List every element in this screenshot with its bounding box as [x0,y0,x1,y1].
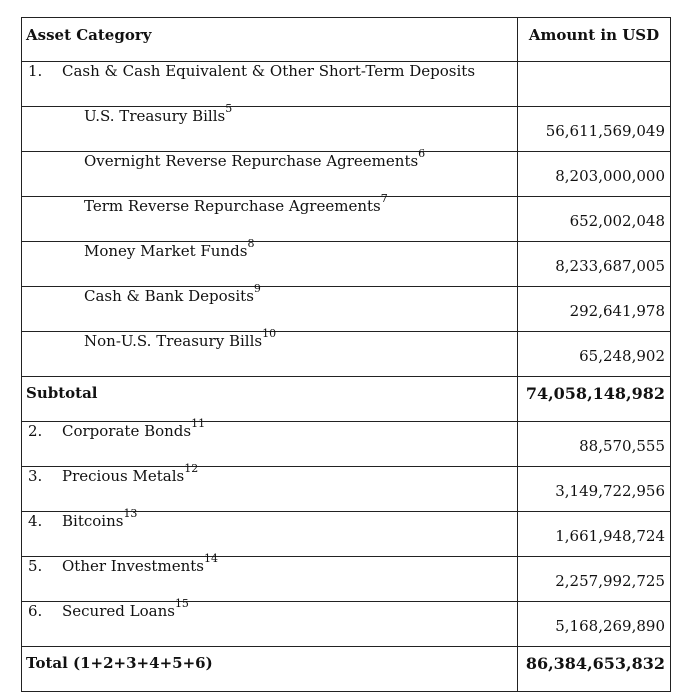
footnote-ref: 6 [418,147,426,160]
row-amount: 2,257,992,725 [555,572,665,590]
row-label: U.S. Treasury Bills [84,107,226,125]
header-amount: Amount in USD [528,26,660,44]
footnote-ref: 15 [174,597,189,610]
row-amount: 65,248,902 [579,347,665,365]
section-amount [518,62,665,77]
footnote-ref: 9 [253,282,261,295]
row-amount: 652,002,048 [569,212,665,230]
row-number: 6. [28,602,43,620]
section-label: Cash & Cash Equivalent & Other Short-Term Deposits [62,62,476,80]
section-number: 1. [28,62,43,80]
assets-table [21,17,671,692]
row-number: 3. [28,467,43,485]
subtotal-amount: 74,058,148,982 [525,384,665,403]
section-amount-cell [518,62,671,107]
row-amount: 8,203,000,000 [555,167,665,185]
footnote-ref: 7 [380,192,388,205]
row-amount: 3,149,722,956 [555,482,665,500]
row-amount: 8,233,687,005 [555,257,665,275]
row-label: Term Reverse Repurchase Agreements [84,197,381,215]
row-amount: 292,641,978 [569,302,665,320]
row-amount: 5,168,269,890 [555,617,665,635]
total-amount: 86,384,653,832 [525,654,665,673]
row-label: Secured Loans [62,602,175,620]
footnote-ref: 8 [247,237,255,250]
row-amount: 1,661,948,724 [555,527,665,545]
footnote-ref: 5 [225,102,233,115]
table-row [22,332,671,377]
row-number: 4. [28,512,43,530]
row-number: 5. [28,557,43,575]
row-label: Bitcoins [62,512,124,530]
row-label: Non-U.S. Treasury Bills [84,332,263,350]
footnote-ref: 12 [184,462,199,475]
subtotal-label: Subtotal [26,384,98,402]
footnote-ref: 10 [262,327,277,340]
header-category: Asset Category [26,26,152,44]
row-amount: 88,570,555 [579,437,665,455]
row-label: Money Market Funds [84,242,248,260]
footnote-ref: 14 [203,552,218,565]
header-amount-cell [518,18,671,62]
row-label: Other Investments [62,557,204,575]
footnote-ref: 11 [191,417,206,430]
row-label: Precious Metals [62,467,185,485]
row-label: Corporate Bonds [62,422,192,440]
row-label: Overnight Reverse Repurchase Agreements [84,152,419,170]
footnote-ref: 13 [123,507,138,520]
table-row [22,602,671,647]
row-label: Cash & Bank Deposits [84,287,254,305]
row-number: 2. [28,422,43,440]
total-label: Total (1+2+3+4+5+6) [26,654,213,672]
row-amount: 56,611,569,049 [545,122,665,140]
total-row [22,647,671,692]
